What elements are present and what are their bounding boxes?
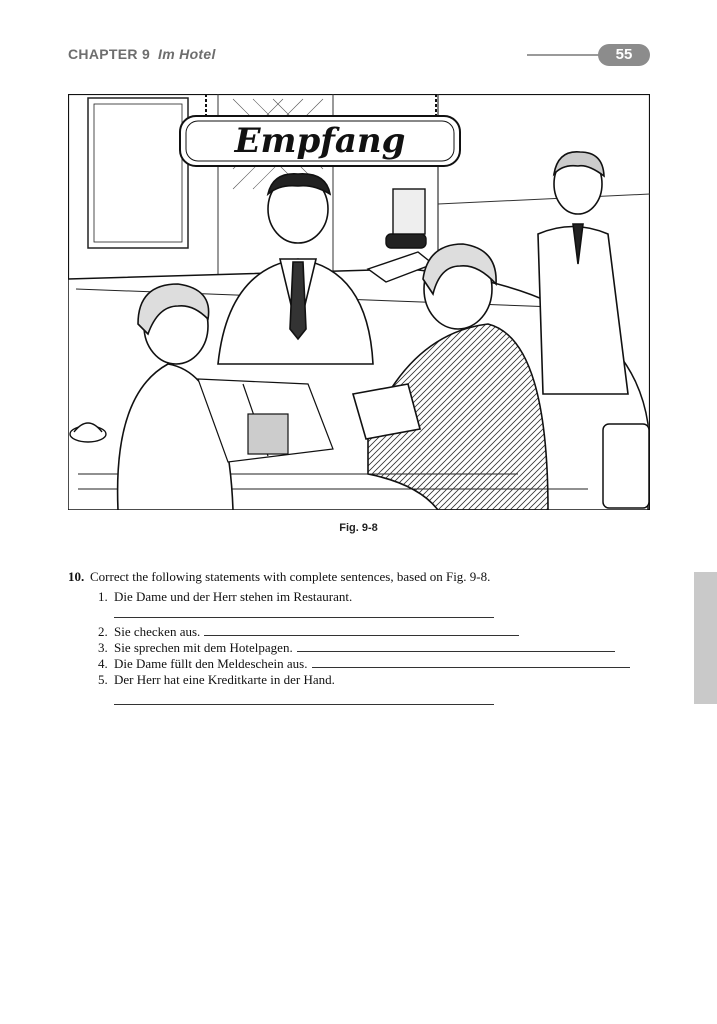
exercise-instruction-text: Correct the following statements with complete sentences, based on Fig. 9-8. — [90, 569, 491, 584]
chapter-topic: Im Hotel — [158, 46, 216, 62]
figure-caption: Fig. 9-8 — [339, 522, 378, 534]
exercise-items — [68, 589, 653, 705]
chapter-heading — [68, 46, 216, 62]
item-number: 5. — [98, 672, 108, 687]
item-text: Sie checken aus. — [114, 624, 201, 639]
exercise-item-1 — [68, 589, 653, 605]
exercise-item-3 — [68, 640, 653, 656]
item-number: 2. — [98, 624, 108, 639]
answer-line-5[interactable] — [68, 692, 653, 705]
answer-line-4[interactable] — [312, 656, 630, 668]
item-number: 1. — [98, 589, 108, 604]
item-number: 3. — [98, 640, 108, 655]
item-text: Sie sprechen mit dem Hotelpagen. — [114, 640, 293, 655]
item-text: Die Dame und der Herr stehen im Restaurant. — [114, 589, 353, 604]
reception-sign-text: Empfang — [234, 121, 406, 161]
hotel-reception-illustration — [68, 94, 650, 510]
chapter-side-tab — [694, 572, 717, 704]
header-rule — [527, 54, 607, 56]
item-number: 4. — [98, 656, 108, 671]
exercise-10 — [68, 569, 653, 711]
answer-line-3[interactable] — [297, 640, 615, 652]
page-number-badge: 55 — [598, 44, 650, 66]
exercise-item-4 — [68, 656, 653, 672]
exercise-item-5 — [68, 672, 653, 688]
chapter-label: CHAPTER 9 — [68, 46, 151, 62]
exercise-item-2 — [68, 624, 653, 640]
answer-line-1[interactable] — [68, 605, 653, 618]
answer-line-2[interactable] — [204, 624, 519, 636]
item-text: Der Herr hat eine Kreditkarte in der Hand. — [114, 672, 335, 687]
page-header — [68, 44, 650, 66]
exercise-number: 10. — [68, 569, 85, 584]
item-text: Die Dame füllt den Meldeschein aus. — [114, 656, 308, 671]
exercise-instruction — [68, 569, 653, 585]
